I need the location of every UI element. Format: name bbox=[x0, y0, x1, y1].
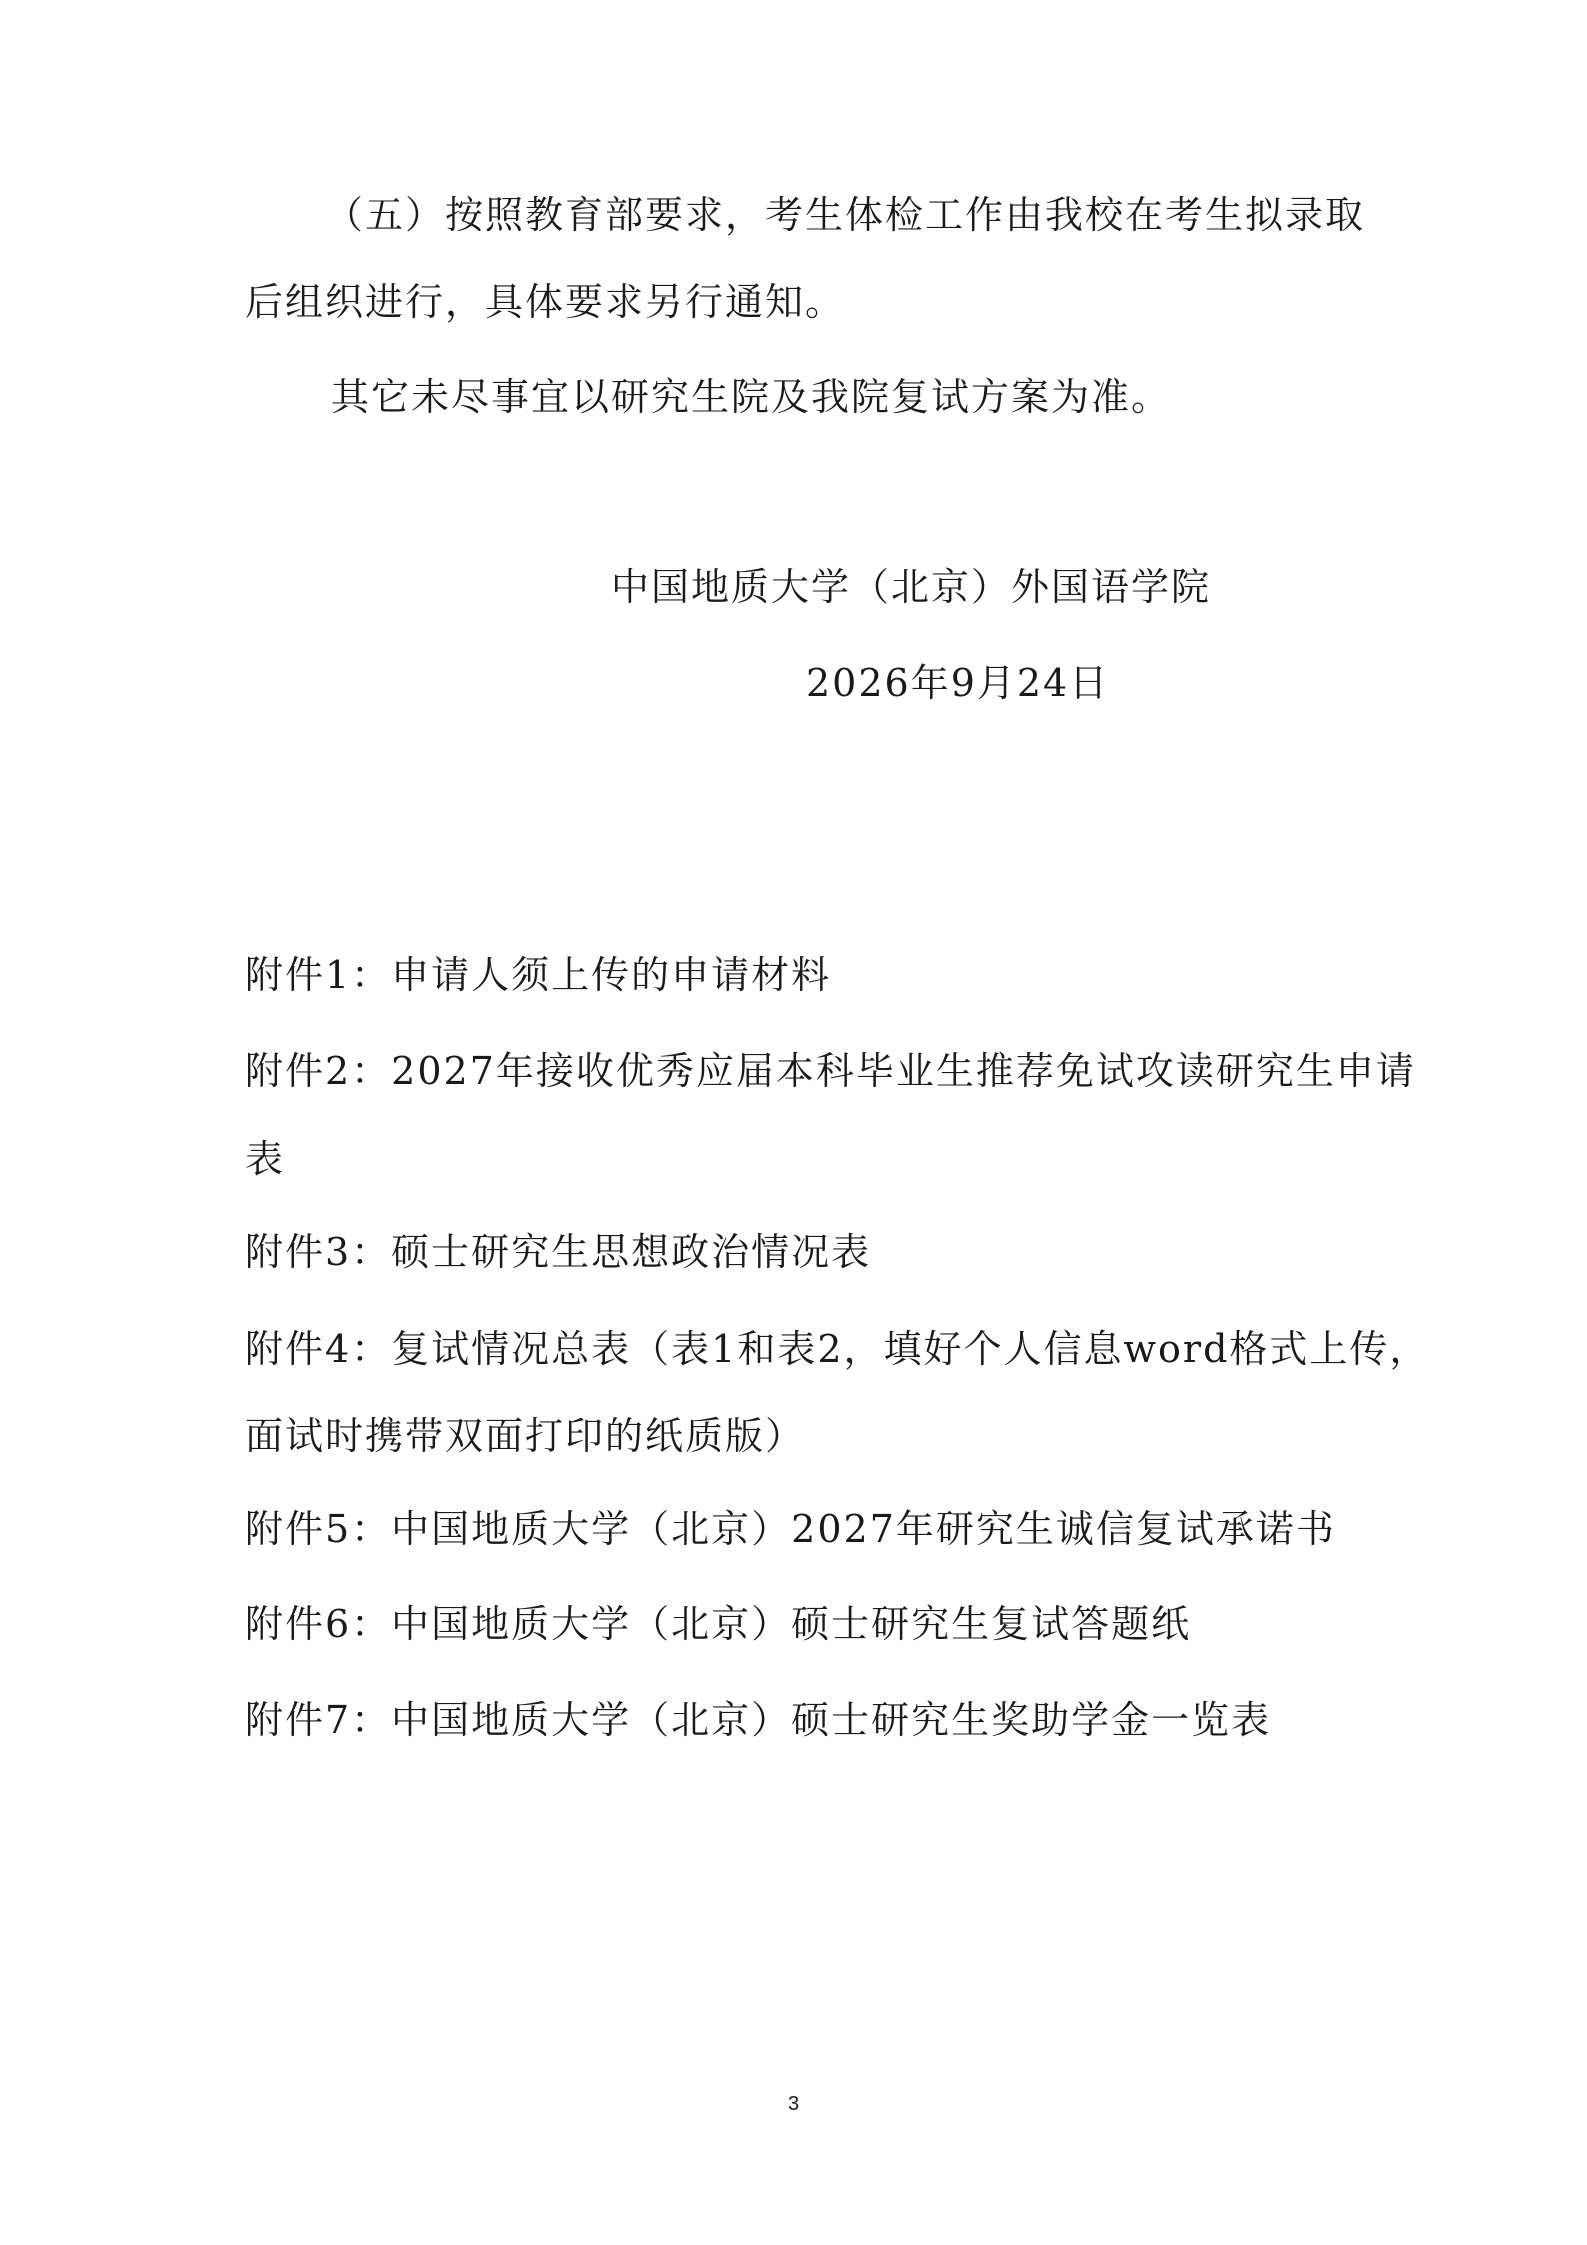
paragraph-other-matters: 其它未尽事宜以研究生院及我院复试方案为准。 bbox=[331, 375, 1172, 419]
attachment-6: 附件6：中国地质大学（北京）硕士研究生复试答题纸 bbox=[245, 1602, 1192, 1646]
attachment-2-line-1: 附件2：2027年接收优秀应届本科毕业生推荐免试攻读研究生申请 bbox=[245, 1049, 1416, 1093]
attachment-1: 附件1：申请人须上传的申请材料 bbox=[245, 953, 832, 997]
attachment-7: 附件7：中国地质大学（北京）硕士研究生奖助学金一览表 bbox=[245, 1698, 1272, 1742]
attachment-4-line-2: 面试时携带双面打印的纸质版） bbox=[245, 1414, 806, 1458]
attachment-3: 附件3：硕士研究生思想政治情况表 bbox=[245, 1230, 872, 1274]
paragraph-five-line-2: 后组织进行，具体要求另行通知。 bbox=[245, 280, 846, 324]
page-number: 3 bbox=[787, 2093, 800, 2115]
attachment-5: 附件5：中国地质大学（北京）2027年研究生诚信复试承诺书 bbox=[245, 1507, 1336, 1551]
attachment-4-line-1: 附件4：复试情况总表（表1和表2，填好个人信息word格式上传， bbox=[245, 1327, 1430, 1371]
signature-date: 2026年9月24日 bbox=[806, 661, 1110, 705]
signature-organization: 中国地质大学（北京）外国语学院 bbox=[611, 565, 1212, 609]
paragraph-five-line-1: （五）按照教育部要求，考生体检工作由我校在考生拟录取 bbox=[325, 193, 1366, 237]
attachment-2-line-2: 表 bbox=[245, 1137, 286, 1181]
